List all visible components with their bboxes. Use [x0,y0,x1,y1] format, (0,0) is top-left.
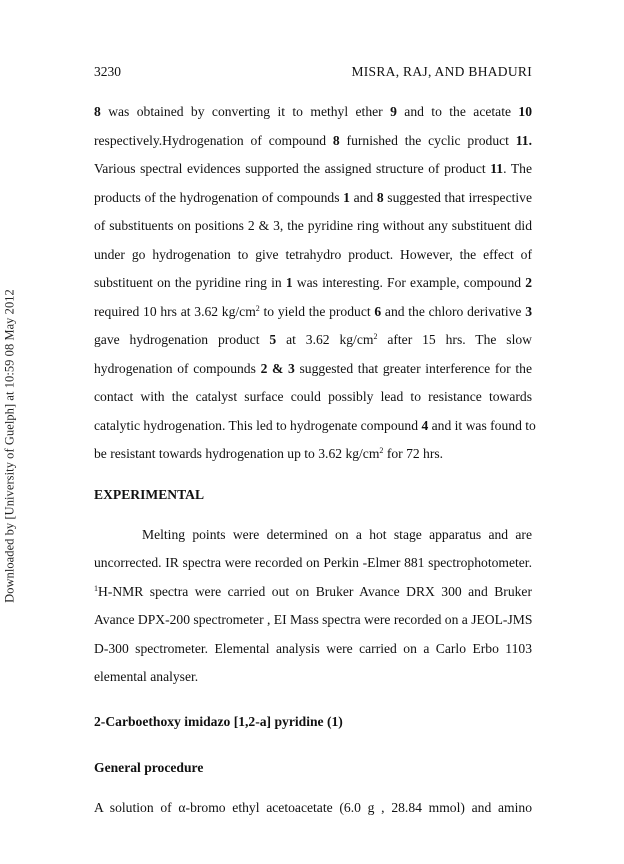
text-line: catalytic hydrogenation. This led to hydrogenate compound 4 and it was found to [94,417,536,433]
compound-heading: 2-Carboethoxy imidazo [1,2-a] pyridine (1) [94,713,343,729]
text-line: $^1$H-NMR spectra were carried out on Bruker Avance DRX 300 and Bruker [94,583,532,599]
download-watermark [3,268,17,624]
text-line: be resistant towards hydrogenation up to 3.62 $kg/cm^2$ for 72 hrs. [94,446,444,461]
page-body [94,98,536,822]
text-line: respectively.Hydrogenation of compound 8 furnished the cyclic product 11. [94,132,533,148]
text-line: required 10 hrs at 3.62 $kg/cm^2$ to yield the product 6 and the chloro derivative 3 [94,303,532,319]
section-heading-experimental: EXPERIMENTAL [94,486,205,502]
paragraph-experimental [94,521,532,692]
text-line: Various spectral evidences supported the assigned structure of product 11. The [94,161,532,176]
text-line: elemental analyser. [94,669,199,684]
text-line: uncorrected. IR spectra were recorded on Perkin -Elmer 881 spectrophotometer. [94,555,532,570]
text-line: under go hydrogenation to give tetrahydro product. However, the effect of [94,246,532,262]
text-line: D-300 spectrometer. Elemental analysis were carried on a Carlo Erbo 1103 [94,640,532,656]
text-line: of substituents on positions 2 & 3, the pyridine ring without any substituent did [94,218,532,233]
download-watermark-text: Downloaded by [University of Guelph] at 10:59 08 May 2012 [2,289,17,603]
text-line: contact with the catalyst surface could possibly lead to resistance towards [94,389,532,404]
text-line: A solution of α-bromo ethyl acetoacetate (6.0 g , 28.84 mmol) and amino [94,799,532,815]
general-procedure-heading: General procedure [94,759,204,775]
text-line: Melting points were determined on a hot stage apparatus and are [142,526,532,542]
text-line: products of the hydrogenation of compounds 1 and 8 suggested that irrespective [94,189,532,205]
running-head: MISRA, RAJ, AND BHADURI [351,64,532,79]
text-line: hydrogenation of compounds 2 & 3 suggested that greater interference for the [94,360,532,376]
page-number: 3230 [94,64,121,79]
text-line: Avance DPX-200 spectrometer , EI Mass spectra were recorded on a JEOL-JMS [94,612,533,627]
text-line: 8 was obtained by converting it to methyl ether 9 and to the acetate 10 [94,104,532,119]
text-line: substituent on the pyridine ring in 1 was interesting. For example, compound 2 [94,275,532,290]
text-line: gave hydrogenation product 5 at 3.62 $kg/cm^2$ after 15 hrs. The slow [94,332,532,347]
paragraph-results [94,98,536,469]
